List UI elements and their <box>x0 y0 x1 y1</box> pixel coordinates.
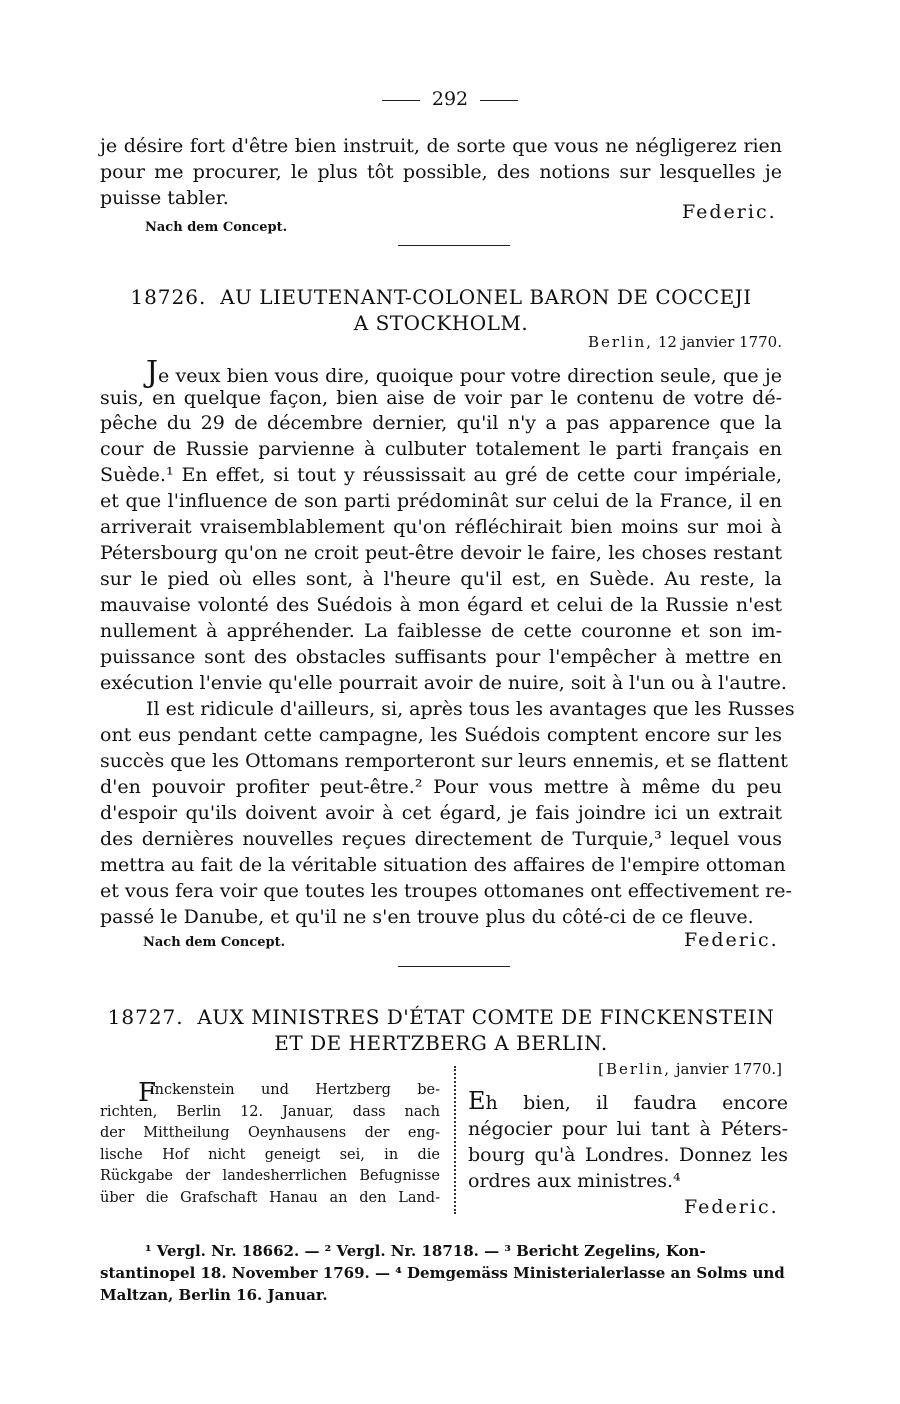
p2-line-8: et vous fera voir que toutes les troupes ottomanes ont effectivement re- <box>100 880 792 902</box>
p1-line-4: cour de Russie parvienne à culbuter totalement le parti français en <box>100 438 782 460</box>
p1-line-3: pêche du 29 de décembre dernier, qu'il n'y a pas apparence que la <box>100 412 782 434</box>
letter-18727-heading-2: ET DE HERTZBERG A BERLIN. <box>274 1031 608 1055</box>
letter-18727-number: 18727. <box>107 1005 184 1029</box>
footnotes <box>100 1240 800 1306</box>
top-line-3: puisse tabler. <box>100 187 229 209</box>
top-line-1: je désire fort d'être bien instruit, de sorte que vous ne négligerez rien <box>100 135 782 157</box>
p2-line-1: Il est ridicule d'ailleurs, si, après tous les avantages que les Russes <box>146 698 795 720</box>
letter-18726-date-text: 12 janvier 1770. <box>657 333 782 351</box>
top-line-2: pour me procurer, le plus tôt possible, des notions sur lesquelles je <box>100 161 782 183</box>
p1-line-8: Pétersbourg qu'on ne croit peut-être devoir le faire, les choses restant <box>100 542 782 564</box>
footnote-line-1: ¹ Vergl. Nr. 18662. — ² Vergl. Nr. 18718. — ³ Bericht Zegelins, Kon- <box>145 1242 706 1260</box>
column-divider <box>454 1066 456 1214</box>
p1-line-12: puissance sont des obstacles suffisants pour l'empêcher à mettre en <box>100 646 782 668</box>
p1-line-6: et que l'influence de son parti prédominât sur celui de la France, il en <box>100 490 782 512</box>
separator-2 <box>398 966 510 967</box>
p1-line-13: exécution l'envie qu'elle pourrait avoir de nuire, soit à l'un ou à l'autre. <box>100 672 787 694</box>
footnote-line-3: Maltzan, Berlin 16. Januar. <box>100 1286 328 1304</box>
signature-2: Federic. <box>684 929 779 951</box>
dropcap-f: F <box>138 1078 157 1108</box>
p2-line-3: succès que les Ottomans remporteront sur leurs ennemis, et se flattent <box>100 750 788 772</box>
right-line-2: négocier pour lui tant à Péters- <box>468 1118 788 1140</box>
letter-18727-title: AUX MINISTRES D'ÉTAT COMTE DE FINCKENSTEIN <box>197 1005 775 1029</box>
source-note-1: Nach dem Concept. <box>145 220 288 235</box>
dropcap-e: E <box>468 1087 486 1115</box>
p1-line-10: mauvaise volonté des Suédois à mon égard et celui de la Russie n'est <box>100 594 782 616</box>
page-number <box>0 88 900 110</box>
p2-line-4: d'en pouvoir profiter peut-être.² Pour vous mettre à même du peu <box>100 776 782 798</box>
letter-18726-date <box>588 333 782 351</box>
letter-18726-heading-1 <box>100 285 782 309</box>
p2-line-2: ont eus pendant cette campagne, les Suédois comptent encore sur les <box>100 724 782 746</box>
right-line-3: bourg qu'à Londres. Donnez les <box>468 1144 788 1166</box>
p1-line-7: arriverait vraisemblablement qu'on réfléchirait bien moins sur moi à <box>100 516 782 538</box>
left-column <box>100 1080 440 1209</box>
dash-left <box>382 100 420 101</box>
right-column <box>468 1088 788 1194</box>
p1-line-5: Suède.¹ En effet, si tout y réussissait au gré de cette cour impériale, <box>100 464 782 486</box>
signature-1: Federic. <box>682 201 777 223</box>
right-line-1 <box>468 1088 788 1116</box>
page-number-text: 292 <box>431 88 469 110</box>
left-line-6: über die Grafschaft Hanau an den Land- <box>100 1189 440 1206</box>
left-line-3: der Mittheilung Oeynhausens der eng- <box>100 1125 440 1141</box>
left-line-2: richten, Berlin 12. Januar, dass nach <box>100 1103 440 1120</box>
left-line-1-text: inckenstein und Hertzberg be- <box>150 1082 440 1098</box>
left-line-1 <box>100 1078 440 1108</box>
footnote-line-2: stantinopel 18. November 1769. — ⁴ Demgemäss Ministerialerlasse an Solms und <box>100 1264 785 1282</box>
dropcap-j: J <box>146 355 159 390</box>
letter-18727-date-text: janvier 1770.] <box>675 1060 782 1078</box>
separator-1 <box>398 245 510 246</box>
right-line-4: ordres aux ministres.⁴ <box>468 1170 681 1192</box>
left-line-5: Rückgabe der landesherrlichen Befugnisse <box>100 1168 440 1184</box>
p2-line-5: d'espoir qu'ils doivent avoir à cet égard, je fais joindre ici un extrait <box>100 802 782 824</box>
right-line-1-text: h bien, il faudra encore <box>485 1092 788 1114</box>
letter-18726-number: 18726. <box>130 285 207 309</box>
letter-18726-title: AU LIEUTENANT-COLONEL BARON DE COCCEJI <box>220 285 752 309</box>
p2-line-9: passé le Danube, et qu'il ne s'en trouve plus du côté-ci de ce fleuve. <box>100 906 754 928</box>
p2-line-6: des dernières nouvelles reçues directement de Turquie,³ lequel vous <box>100 828 782 850</box>
p1-line-2: suis, en quelque façon, bien aise de voir par le contenu de votre dé- <box>100 387 782 409</box>
p1-line-11: nullement à appréhender. La faiblesse de cette couronne et son im- <box>100 620 782 642</box>
signature-3: Federic. <box>684 1196 779 1218</box>
p2-line-7: mettra au fait de la véritable situation des affaires de l'empire ottoman <box>100 854 786 876</box>
letter-18727-place: [Berlin, <box>598 1060 672 1078</box>
letter-18726-place: Berlin, <box>587 333 654 351</box>
p1-line-1-text: e veux bien vous dire, quoique pour votre direction seule, que je <box>158 365 782 387</box>
letter-18727-heading-1 <box>100 1005 782 1029</box>
p1-line-9: sur le pied où elles sont, à l'heure qu'il est, en Suède. Au reste, la <box>100 568 782 590</box>
dash-right <box>480 100 518 101</box>
left-line-4: lische Hof nicht geneigt sei, in die <box>100 1146 440 1163</box>
source-note-2: Nach dem Concept. <box>143 935 286 950</box>
letter-18726-heading-2: A STOCKHOLM. <box>353 311 529 335</box>
letter-18727-date <box>598 1060 782 1078</box>
